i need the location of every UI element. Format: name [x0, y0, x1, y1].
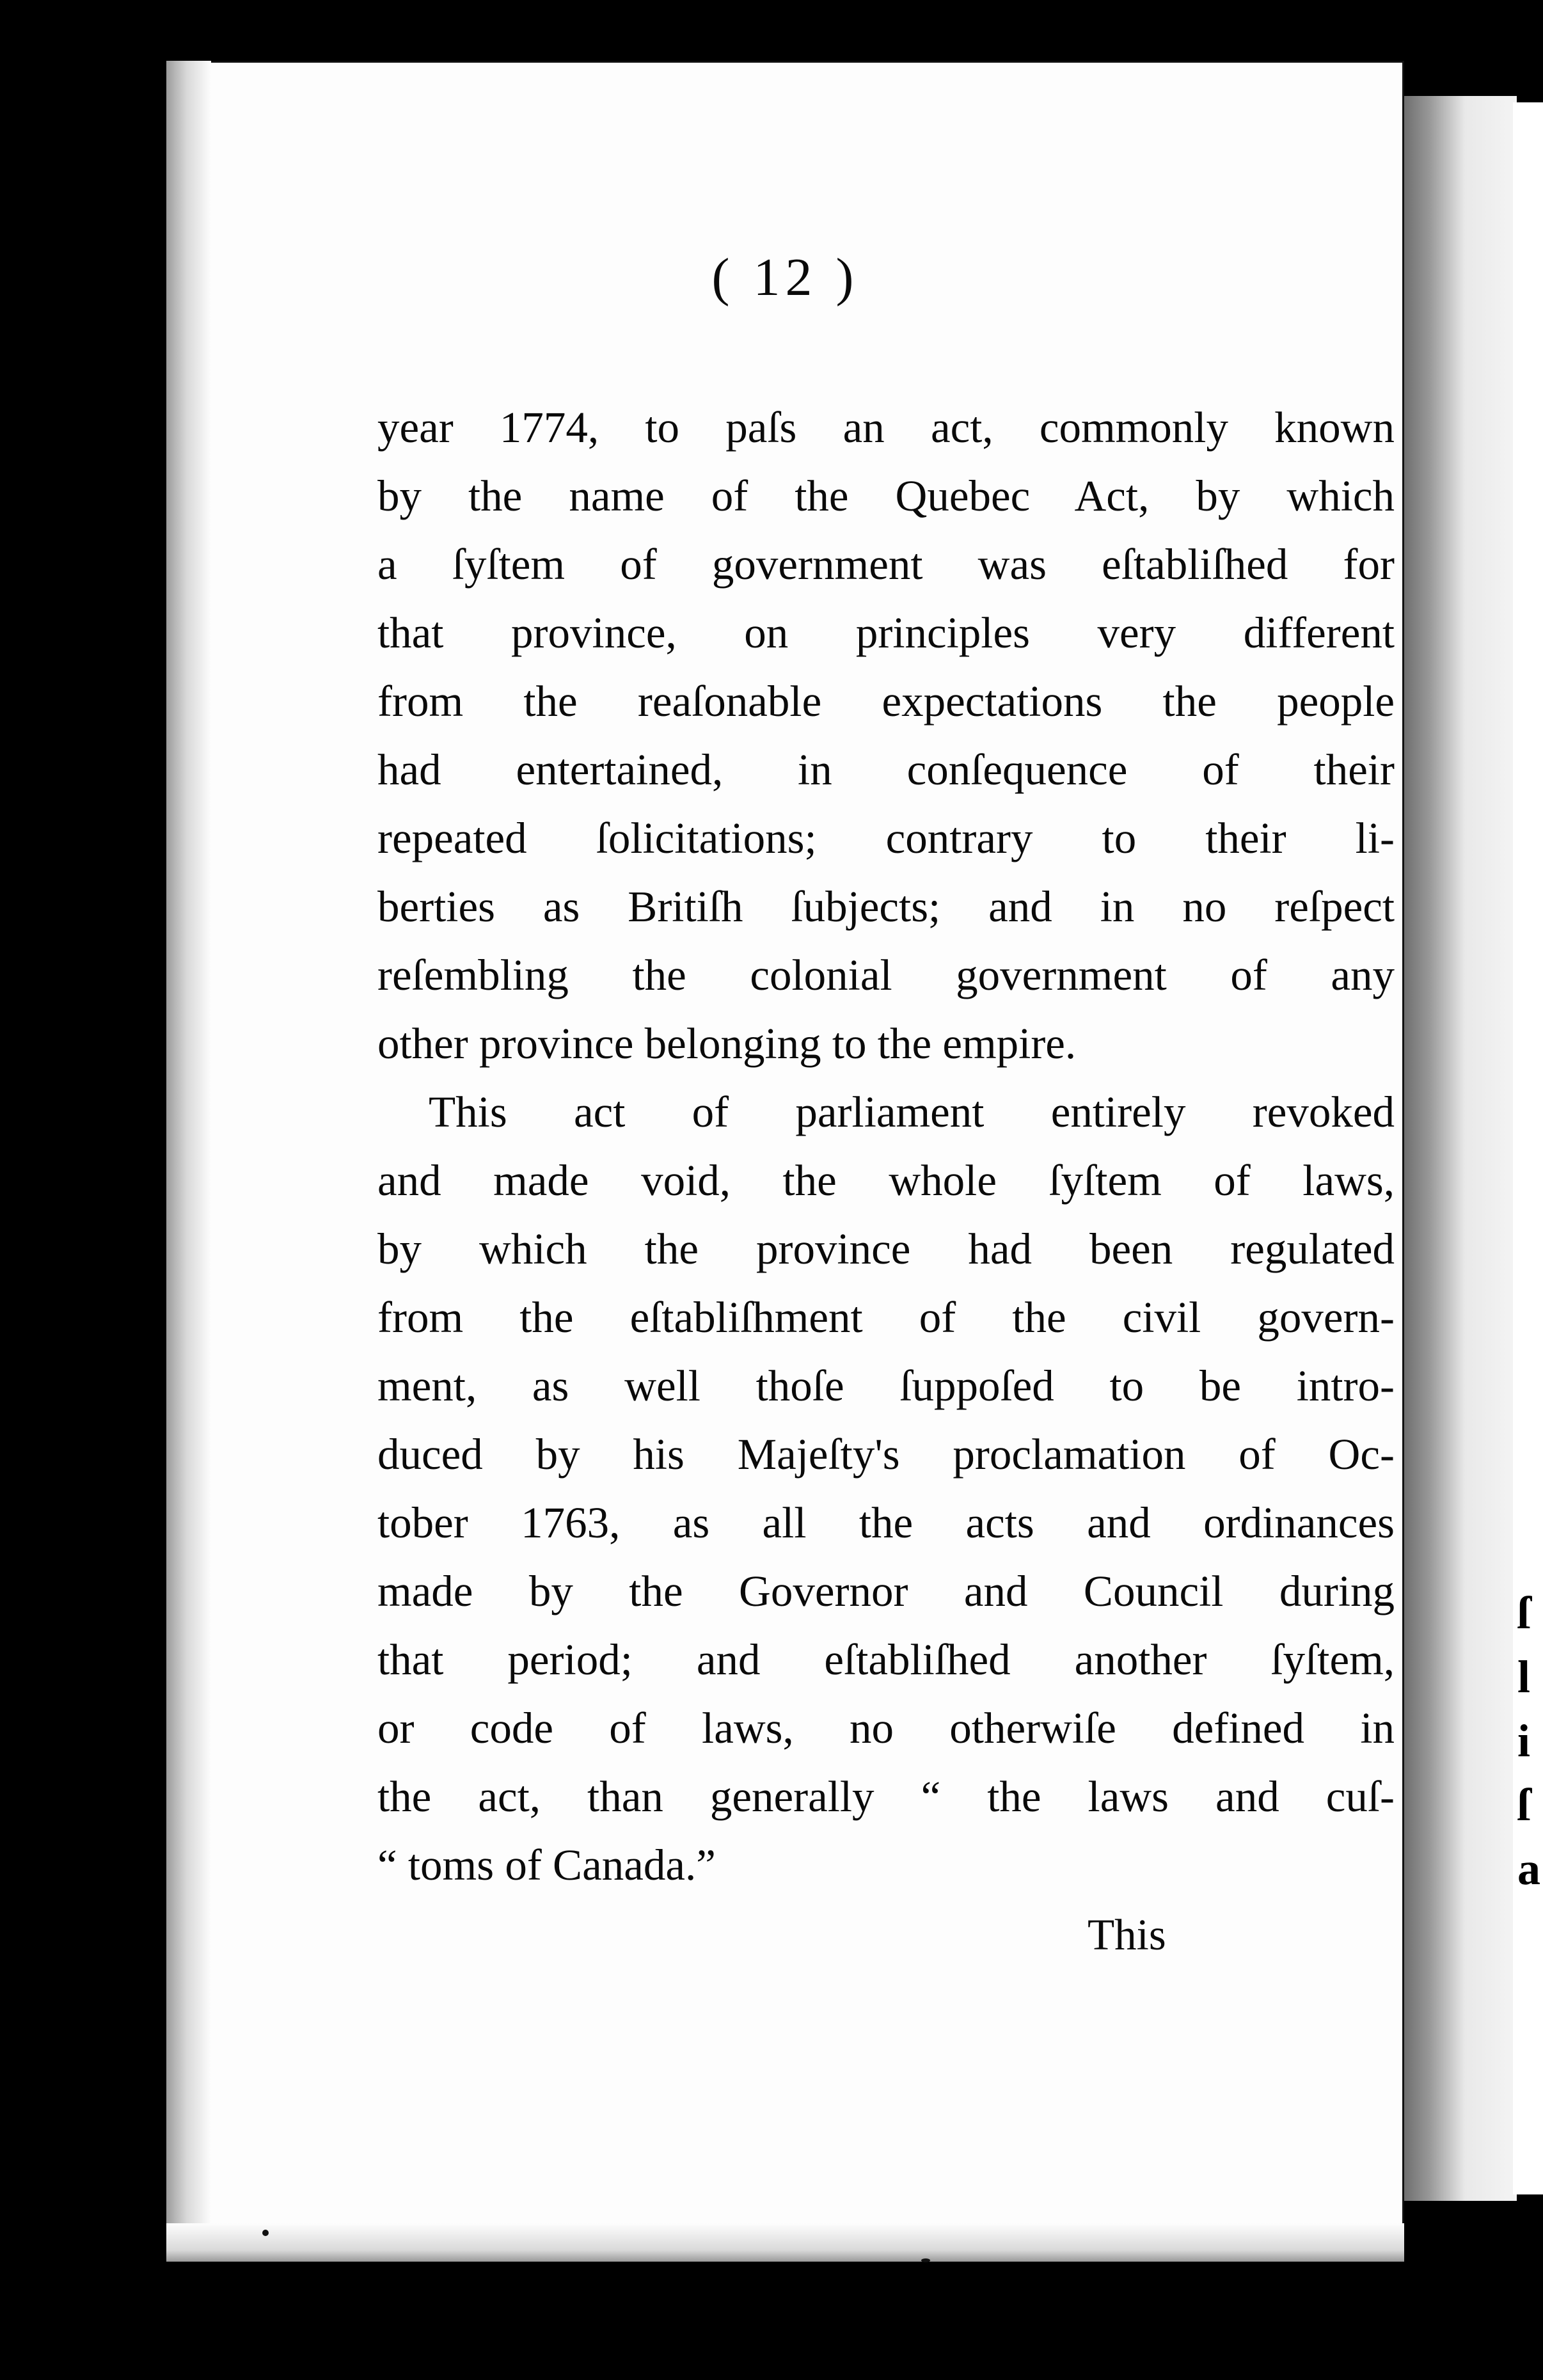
- text-line: other province belonging to the empire.: [377, 1019, 1077, 1068]
- text-line: “ toms of Canada.”: [377, 1841, 716, 1889]
- adjacent-page-letter: l: [1517, 1651, 1531, 1702]
- text-line: tober 1763, as all the acts and ordinances: [377, 1498, 1395, 1547]
- text-line: from the eſtabliſhment of the civil govern-: [377, 1293, 1395, 1342]
- text-line: berties as Britiſh ſubjects; and in no reſpect: [377, 882, 1395, 931]
- adjacent-page-letter: ſ: [1517, 1587, 1531, 1638]
- adjacent-page-letter: ſ: [1517, 1779, 1531, 1830]
- text-line: that period; and eſtabliſhed another ſyſtem,: [377, 1635, 1395, 1684]
- text-line: from the reaſonable expectations the people: [377, 677, 1395, 726]
- adjacent-page-letter: a: [1517, 1843, 1540, 1894]
- adjacent-page-shadow: [1398, 96, 1517, 2201]
- body-text: [377, 393, 1395, 1900]
- adjacent-page-letter: i: [1517, 1715, 1531, 1766]
- page-gutter-shadow: [166, 61, 211, 2262]
- ink-speck: [262, 2230, 269, 2236]
- text-line: made by the Governor and Council during: [377, 1567, 1395, 1615]
- text-line: and made void, the whole ſyſtem of laws,: [377, 1156, 1395, 1205]
- text-line: ment, as well thoſe ſuppoſed to be intro-: [377, 1361, 1395, 1410]
- text-line: by the name of the Quebec Act, by which: [377, 472, 1395, 520]
- text-line: or code of laws, no otherwiſe defined in: [377, 1704, 1395, 1752]
- book-page: [166, 61, 1404, 2262]
- text-line: year 1774, to paſs an act, commonly known: [377, 403, 1395, 452]
- page-bottom-shadow: [166, 2223, 1404, 2262]
- text-line: repeated ſolicitations; contrary to their li-: [377, 814, 1395, 862]
- text-line: a ſyſtem of government was eſtabliſhed for: [377, 540, 1395, 589]
- ink-speck: [921, 2258, 930, 2262]
- text-line: had entertained, in conſequence of their: [377, 745, 1395, 794]
- text-line: the act, than generally “ the laws and cuſ-: [377, 1772, 1395, 1821]
- text-line: reſembling the colonial government of any: [377, 951, 1395, 999]
- text-line: that province, on principles very different: [377, 608, 1395, 657]
- text-line: by which the province had been regulated: [377, 1225, 1395, 1273]
- catchword: This: [1088, 1910, 1166, 1959]
- page-number: ( 12 ): [711, 248, 859, 307]
- text-line: duced by his Majeſty's proclamation of Oc-: [377, 1430, 1395, 1479]
- text-line: This act of parliament entirely revoked: [429, 1088, 1395, 1136]
